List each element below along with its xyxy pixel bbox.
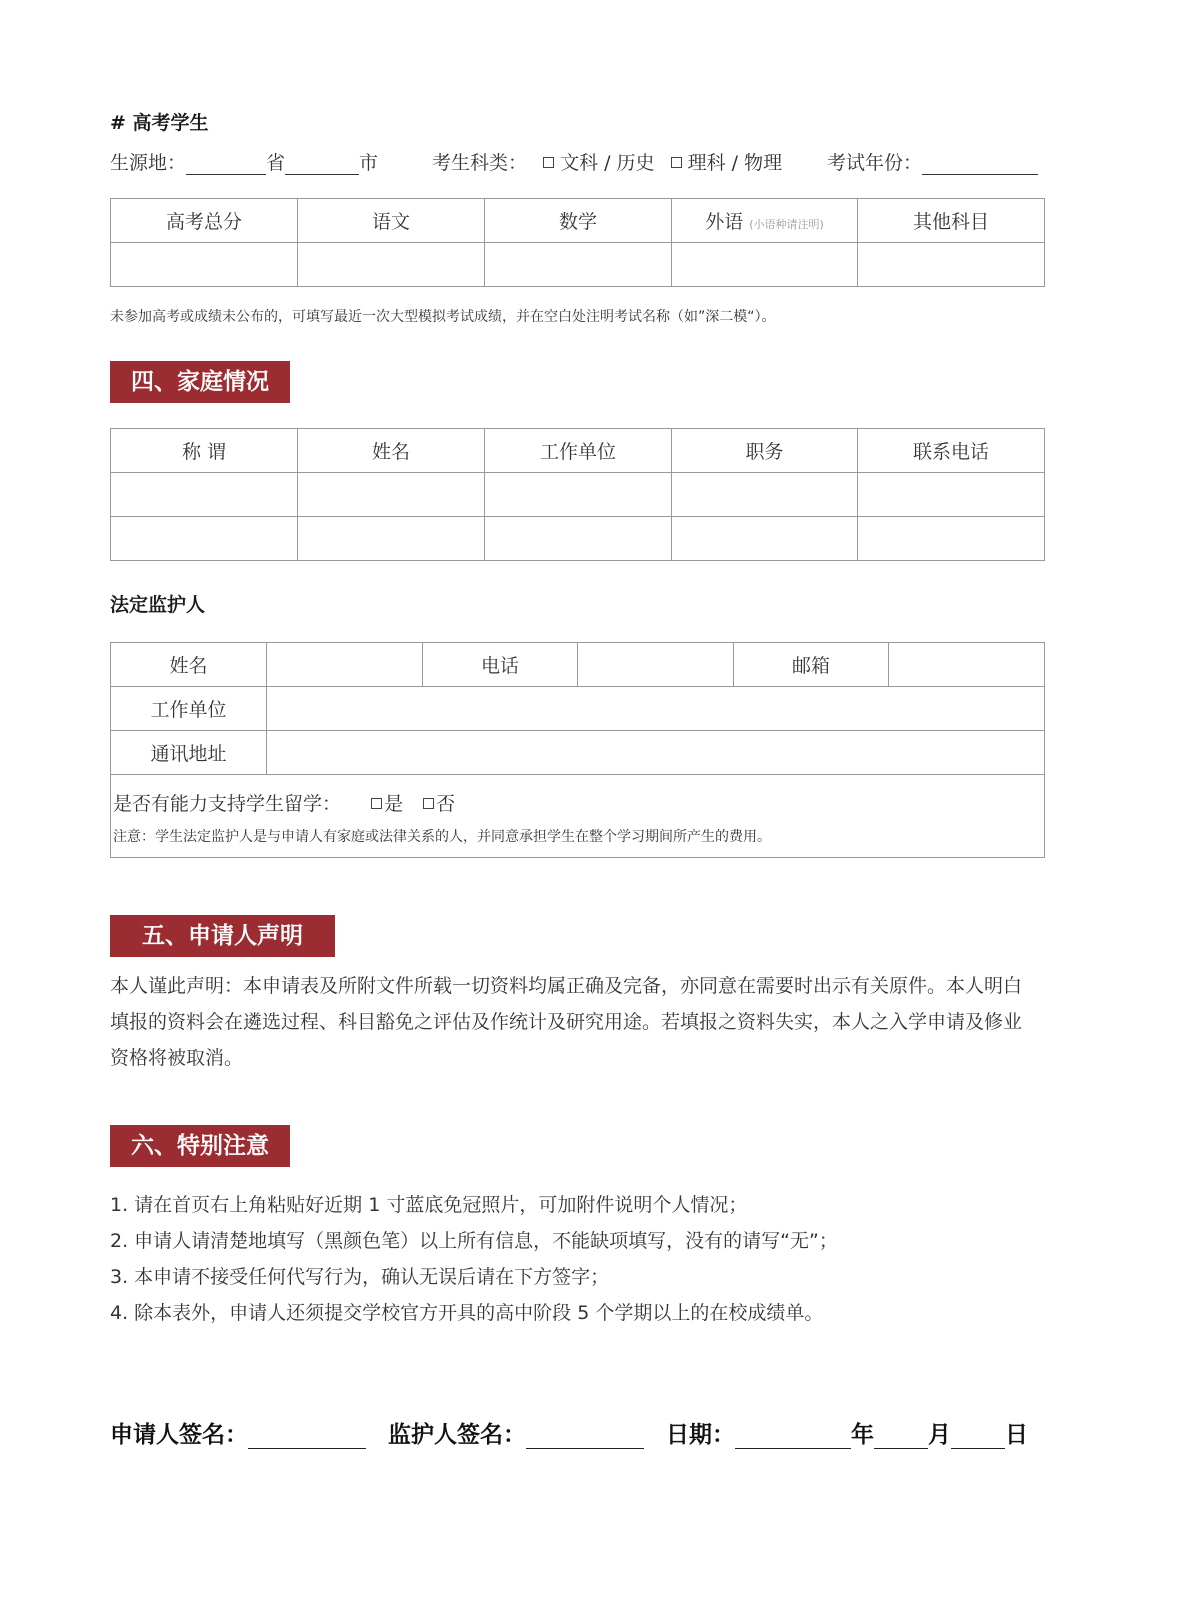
support-question: 是否有能力支持学生留学： bbox=[113, 793, 342, 815]
table-cell[interactable] bbox=[858, 473, 1045, 517]
header-chinese: 语文 bbox=[298, 199, 485, 243]
header-other-subjects: 其他科目 bbox=[858, 199, 1045, 243]
origin-label: 生源地： bbox=[110, 152, 187, 174]
exam-year-group bbox=[827, 148, 1038, 175]
day-label: 日 bbox=[1005, 1422, 1028, 1448]
header-foreign-language bbox=[672, 199, 858, 243]
header-math: 数学 bbox=[485, 199, 672, 243]
table-row bbox=[111, 517, 1045, 561]
foreign-language-note: (小语种请注明) bbox=[749, 218, 824, 231]
table-cell[interactable] bbox=[111, 473, 298, 517]
table-cell[interactable] bbox=[111, 517, 298, 561]
guardian-address-label: 通讯地址 bbox=[111, 731, 267, 775]
family-table bbox=[110, 428, 1045, 561]
support-yes-checkbox[interactable] bbox=[371, 798, 382, 809]
list-item: 1. 请在首页右上角粘贴好近期 1 寸蓝底免冠照片，可加附件说明个人情况； bbox=[110, 1194, 748, 1216]
applicant-signature-label: 申请人签名： bbox=[110, 1422, 248, 1448]
gaokao-info-row bbox=[110, 148, 378, 175]
guardian-phone-label: 电话 bbox=[423, 643, 578, 687]
declaration-line: 本人谨此声明：本申请表及所附文件所载一切资料均属正确及完备，亦同意在需要时出示有关原件。本人明白 bbox=[110, 975, 1023, 997]
city-label: 市 bbox=[359, 152, 379, 174]
table-cell[interactable] bbox=[485, 473, 672, 517]
month-label: 月 bbox=[928, 1422, 951, 1448]
section-family-title: 四、家庭情况 bbox=[110, 361, 290, 403]
header-total-score: 高考总分 bbox=[111, 199, 298, 243]
table-cell[interactable] bbox=[858, 517, 1045, 561]
header-name: 姓名 bbox=[298, 429, 485, 473]
declaration-text bbox=[110, 968, 1050, 1076]
support-no-label: 否 bbox=[436, 793, 456, 815]
guardian-subheading: 法定监护人 bbox=[110, 594, 206, 616]
list-item: 4. 除本表外，申请人还须提交学校官方开具的高中阶段 5 个学期以上的在校成绩单。 bbox=[110, 1302, 824, 1324]
table-row bbox=[111, 473, 1045, 517]
guardian-address-cell[interactable] bbox=[267, 731, 1045, 775]
declaration-line: 资格将被取消。 bbox=[110, 1047, 244, 1069]
city-blank[interactable] bbox=[285, 154, 359, 175]
guardian-work-cell[interactable] bbox=[267, 687, 1045, 731]
science-checkbox[interactable] bbox=[671, 157, 682, 168]
arts-option-label: 文科 / 历史 bbox=[560, 152, 655, 174]
foreign-score-cell[interactable] bbox=[672, 243, 858, 287]
signature-row bbox=[110, 1416, 1028, 1449]
category-group bbox=[432, 148, 782, 175]
guardian-phone-cell[interactable] bbox=[578, 643, 734, 687]
guardian-signature-label: 监护人签名： bbox=[388, 1422, 526, 1448]
guardian-support-row bbox=[113, 789, 1044, 816]
table-cell[interactable] bbox=[298, 473, 485, 517]
date-label: 日期： bbox=[666, 1422, 735, 1448]
gaokao-note: 未参加高考或成绩未公布的，可填写最近一次大型模拟考试成绩，并在空白处注明考试名称（如”深二模“）。 bbox=[110, 309, 776, 325]
total-score-cell[interactable] bbox=[111, 243, 298, 287]
guardian-table bbox=[110, 642, 1045, 858]
exam-year-blank[interactable] bbox=[922, 154, 1038, 175]
list-item: 3. 本申请不接受任何代写行为，确认无误后请在下方签字； bbox=[110, 1266, 610, 1288]
science-option-label: 理科 / 物理 bbox=[687, 152, 783, 174]
gaokao-subheading: # 高考学生 bbox=[110, 112, 209, 134]
declaration-line: 填报的资料会在遴选过程、科目豁免之评估及作统计及研究用途。若填报之资料失实，本人之入学申请及修业 bbox=[110, 1011, 1023, 1033]
day-blank[interactable] bbox=[951, 1426, 1005, 1449]
notice-list bbox=[110, 1187, 838, 1331]
other-score-cell[interactable] bbox=[858, 243, 1045, 287]
province-blank[interactable] bbox=[186, 154, 266, 175]
support-yes-label: 是 bbox=[384, 793, 404, 815]
header-employer: 工作单位 bbox=[485, 429, 672, 473]
guardian-name-cell[interactable] bbox=[267, 643, 423, 687]
guardian-support-cell bbox=[111, 775, 1045, 858]
gaokao-score-table bbox=[110, 198, 1045, 287]
exam-year-label: 考试年份： bbox=[827, 152, 923, 174]
guardian-email-label: 邮箱 bbox=[734, 643, 889, 687]
arts-checkbox[interactable] bbox=[543, 157, 554, 168]
table-cell[interactable] bbox=[485, 517, 672, 561]
province-label: 省 bbox=[266, 152, 286, 174]
header-relation: 称 谓 bbox=[111, 429, 298, 473]
table-cell[interactable] bbox=[298, 517, 485, 561]
header-phone: 联系电话 bbox=[858, 429, 1045, 473]
math-score-cell[interactable] bbox=[485, 243, 672, 287]
year-label: 年 bbox=[851, 1422, 874, 1448]
category-label: 考生科类： bbox=[432, 152, 528, 174]
guardian-email-cell[interactable] bbox=[889, 643, 1045, 687]
applicant-signature-blank[interactable] bbox=[248, 1426, 366, 1449]
guardian-signature-blank[interactable] bbox=[526, 1426, 644, 1449]
foreign-language-label: 外语 bbox=[705, 211, 744, 233]
table-cell[interactable] bbox=[672, 517, 858, 561]
section-declaration-title: 五、申请人声明 bbox=[110, 915, 335, 957]
header-position: 职务 bbox=[672, 429, 858, 473]
chinese-score-cell[interactable] bbox=[298, 243, 485, 287]
guardian-note: 注意：学生法定监护人是与申请人有家庭或法律关系的人，并同意承担学生在整个学习期间所产生的费用。 bbox=[113, 829, 771, 845]
month-blank[interactable] bbox=[874, 1426, 928, 1449]
guardian-name-label: 姓名 bbox=[111, 643, 267, 687]
guardian-work-label: 工作单位 bbox=[111, 687, 267, 731]
year-blank[interactable] bbox=[735, 1426, 851, 1449]
table-cell[interactable] bbox=[672, 473, 858, 517]
list-item: 2. 申请人请清楚地填写（黑颜色笔）以上所有信息，不能缺项填写，没有的请写“无”； bbox=[110, 1230, 838, 1252]
section-notice-title: 六、特别注意 bbox=[110, 1125, 290, 1167]
support-no-checkbox[interactable] bbox=[423, 798, 434, 809]
